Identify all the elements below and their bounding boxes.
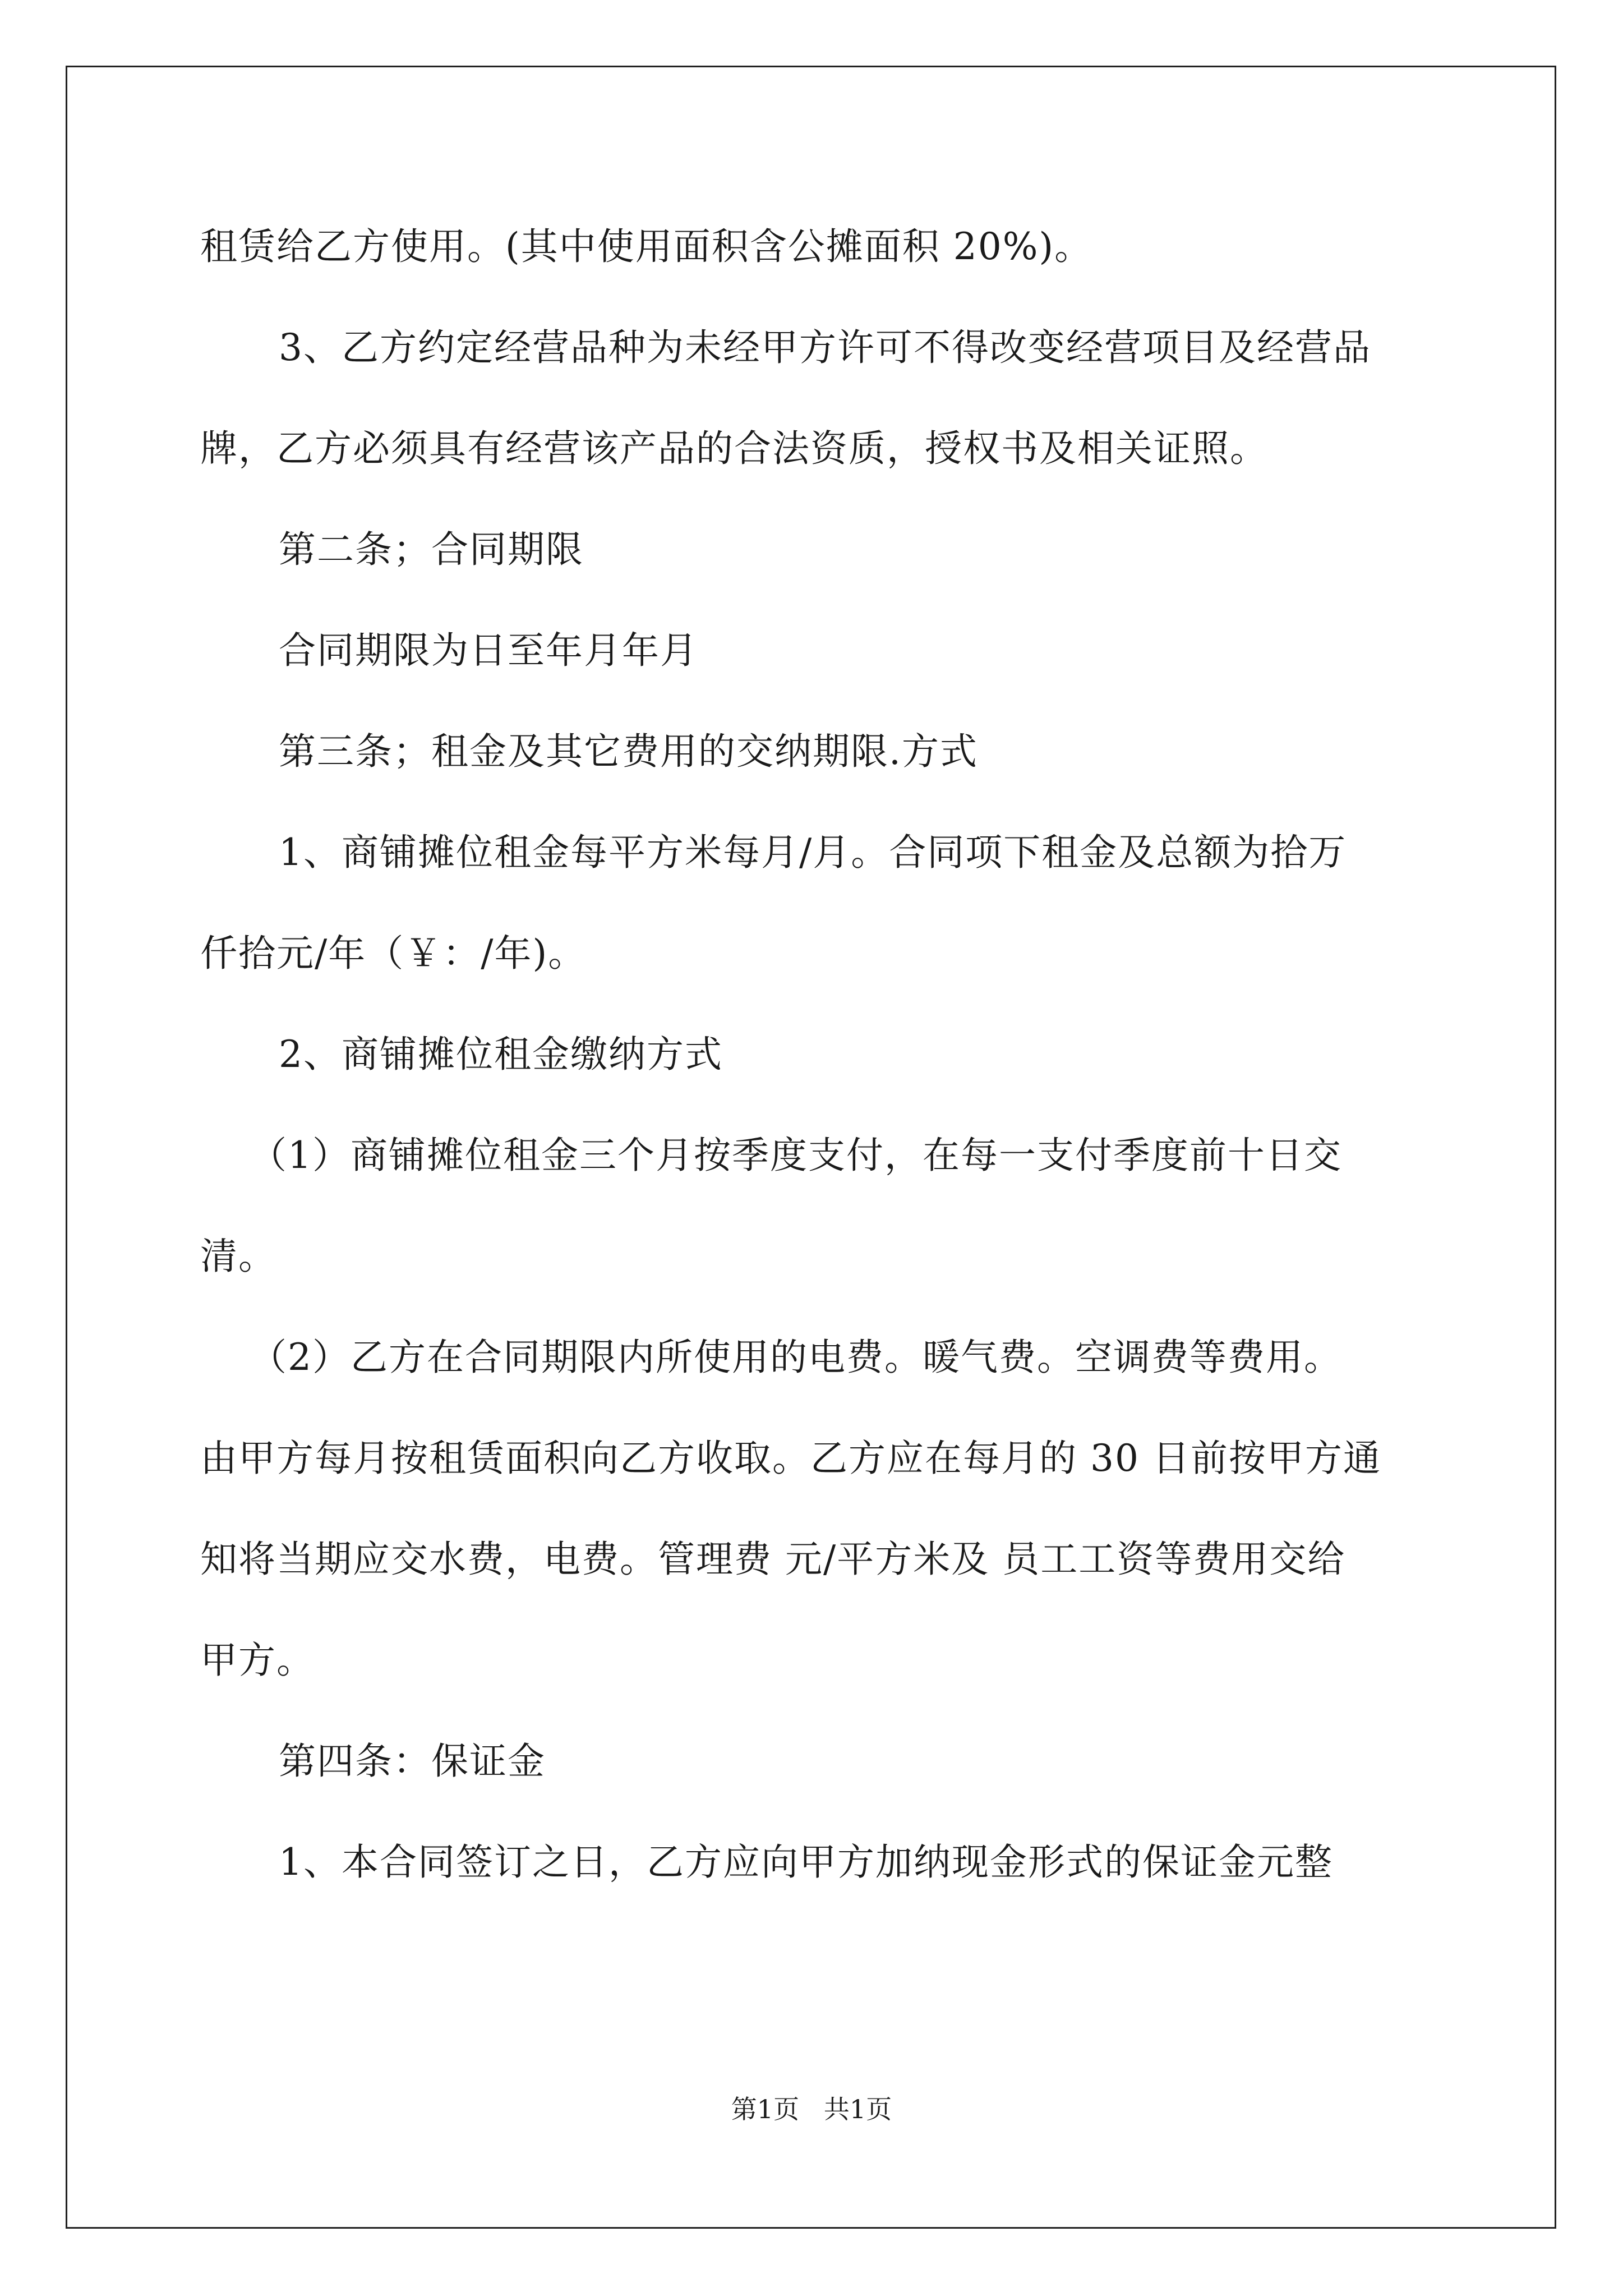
text-line: 合同期限为日至年月年月 <box>279 629 698 672</box>
page-number-footer: 第1页 共1页 <box>731 2094 892 2124</box>
section-heading: 第二条；合同期限 <box>279 528 584 571</box>
text-line: 1、商铺摊位租金每平方米每月/月。合同项下租金及总额为拾万 <box>279 831 1347 874</box>
text-line: 由甲方每月按租赁面积向乙方收取。乙方应在每月的 30 日前按甲方通 <box>200 1437 1381 1480</box>
text-line: 3、乙方约定经营品种为未经甲方许可不得改变经营项目及经营品 <box>279 326 1371 369</box>
text-line: （1）商铺摊位租金三个月按季度支付，在每一支付季度前十日交 <box>250 1134 1342 1177</box>
text-line: 甲方。 <box>200 1639 315 1682</box>
text-line: 2、商铺摊位租金缴纳方式 <box>279 1033 723 1076</box>
section-heading: 第四条：保证金 <box>279 1740 546 1783</box>
section-heading: 第三条；租金及其它费用的交纳期限.方式 <box>279 730 978 773</box>
text-line: （2）乙方在合同期限内所使用的电费。暖气费。空调费等费用。 <box>250 1336 1342 1379</box>
text-line: 牌，乙方必须具有经营该产品的合法资质，授权书及相关证照。 <box>200 427 1268 470</box>
text-line: 租赁给乙方使用。(其中使用面积含公摊面积 20%)。 <box>200 225 1093 268</box>
text-line: 知将当期应交水费，电费。管理费 元/平方米及 员工工资等费用交给 <box>200 1538 1346 1581</box>
text-line: 仟拾元/年（￥：/年)。 <box>200 932 587 975</box>
text-line: 1、本合同签订之日，乙方应向甲方加纳现金形式的保证金元整 <box>279 1841 1333 1884</box>
text-line: 清。 <box>200 1235 276 1278</box>
